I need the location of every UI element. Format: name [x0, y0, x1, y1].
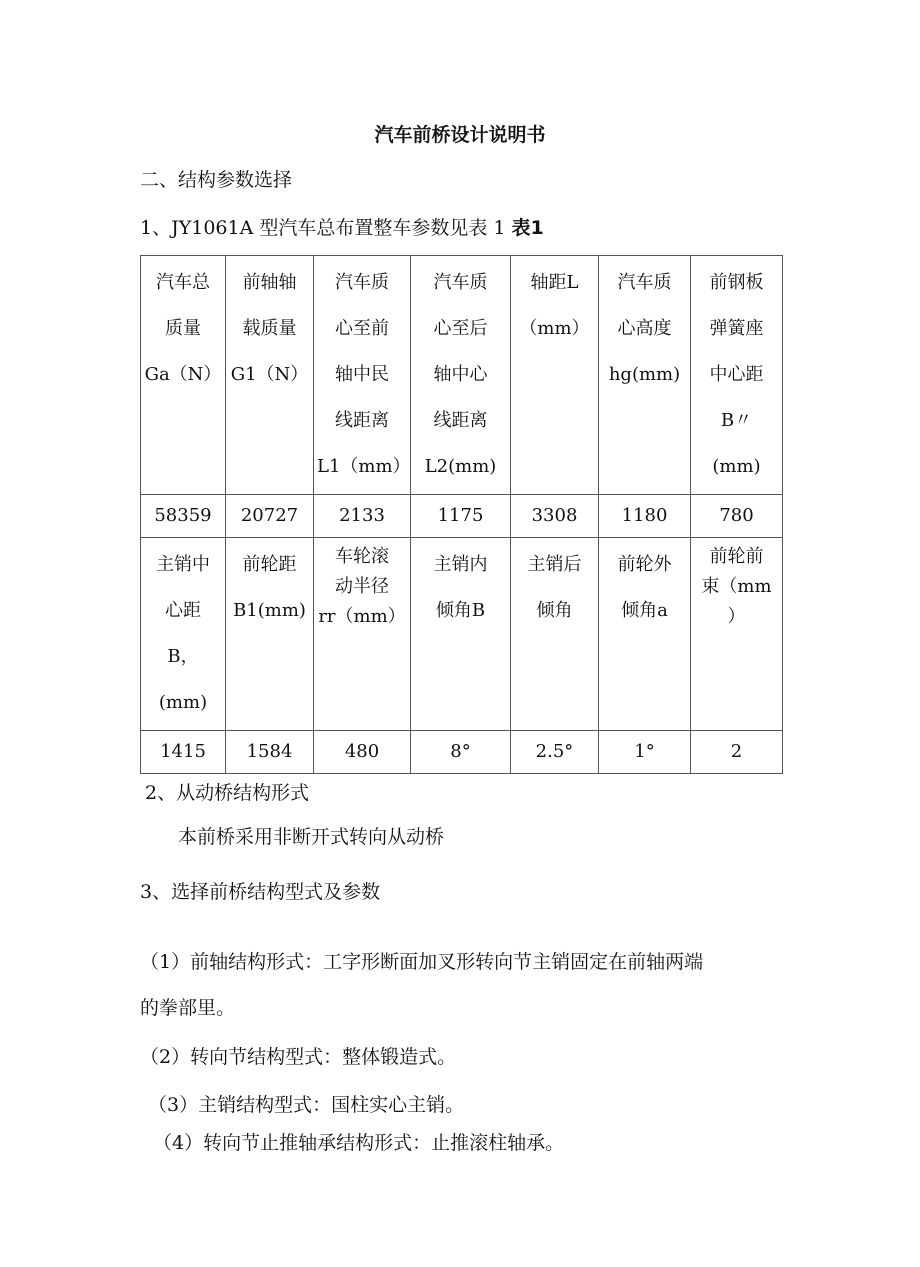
paragraph-3: （3）主销结构型式：国柱实心主销。 — [148, 1094, 465, 1116]
table-cell: 汽车质 心至后 轴中心 线距离 L2(mm) — [411, 256, 511, 495]
table-cell: 汽车质 心至前 轴中民 线距离 L1（mm） — [314, 256, 411, 495]
item1-heading — [140, 213, 544, 240]
table-cell: 2.5° — [511, 731, 599, 774]
item2-body: 本前桥采用非断开式转向从动桥 — [178, 826, 445, 848]
value-row-1 — [141, 495, 783, 538]
item3-heading: 3、选择前桥结构型式及参数 — [140, 881, 381, 903]
table-cell: 主销内 倾角B — [411, 538, 511, 731]
parameter-table — [140, 255, 783, 774]
header-row-1 — [141, 256, 783, 495]
table-cell: 20727 — [226, 495, 314, 538]
paragraph-2: （2）转向节结构型式：整体锻造式。 — [140, 1046, 457, 1068]
table-cell: 8° — [411, 731, 511, 774]
table-cell: 前轮距 B1(mm) — [226, 538, 314, 731]
value-row-2 — [141, 731, 783, 774]
paragraph-1-line-1: （1）前轴结构形式：工字形断面加叉形转向节主销固定在前轴两端 — [140, 951, 704, 973]
item2-heading: 2、从动桥结构形式 — [145, 782, 310, 804]
table-cell: 58359 — [141, 495, 226, 538]
table-cell: 车轮滚 动半径 rr（mm） — [314, 538, 411, 731]
table-cell: 主销后 倾角 — [511, 538, 599, 731]
table-cell: 1° — [599, 731, 691, 774]
table-cell: 1180 — [599, 495, 691, 538]
paragraph-1-line-2: 的拳部里。 — [140, 997, 236, 1019]
table-cell: 汽车质 心高度 hg(mm) — [599, 256, 691, 495]
table-cell: 2 — [691, 731, 783, 774]
table-cell: 1175 — [411, 495, 511, 538]
table-cell: 前钢板 弹簧座 中心距 B〃 (mm) — [691, 256, 783, 495]
table-cell: 780 — [691, 495, 783, 538]
table-cell: 前轮前 束（mm ） — [691, 538, 783, 731]
table-cell: 前轴轴 载质量 G1（N） — [226, 256, 314, 495]
paragraph-4: （4）转向节止推轴承结构形式：止推滚柱轴承。 — [153, 1132, 565, 1154]
item1-text: 1、JY1061A 型汽车总布置整车参数见表 1 — [140, 217, 512, 239]
header-row-2 — [141, 538, 783, 731]
table-cell: 轴距L （mm） — [511, 256, 599, 495]
table-cell: 前轮外 倾角a — [599, 538, 691, 731]
table-cell: 480 — [314, 731, 411, 774]
item1-bold-suffix: 表1 — [511, 217, 544, 239]
table-cell: 2133 — [314, 495, 411, 538]
table-cell: 3308 — [511, 495, 599, 538]
document-title: 汽车前桥设计说明书 — [374, 124, 546, 146]
table-cell: 1584 — [226, 731, 314, 774]
table-cell: 主销中 心距 B， (mm) — [141, 538, 226, 731]
table-cell: 汽车总 质量 Ga（N） — [141, 256, 226, 495]
table-cell: 1415 — [141, 731, 226, 774]
section-heading: 二、结构参数选择 — [140, 169, 293, 191]
